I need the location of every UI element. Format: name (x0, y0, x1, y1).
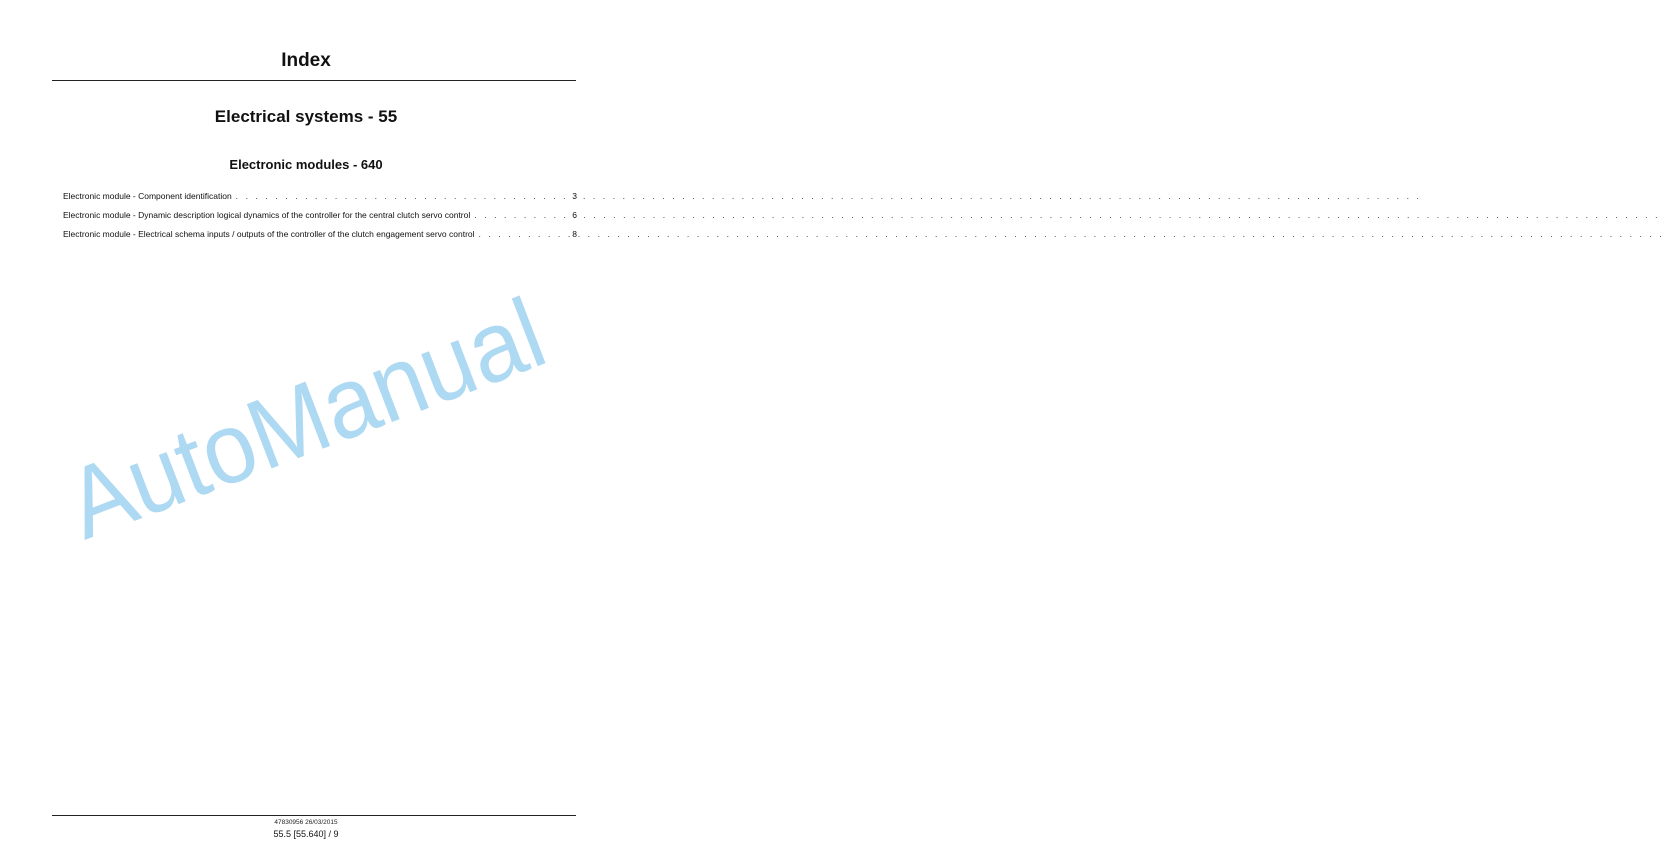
watermark-text: AutoManual (52, 264, 591, 561)
table-of-contents (63, 187, 577, 244)
toc-leader-dots (474, 206, 567, 225)
subsection-title: Electronic modules - 640 (229, 157, 383, 172)
toc-entry-page[interactable]: 6 (572, 210, 577, 220)
toc-entry-title[interactable]: Electronic module - Electrical schema inputs / outputs of the controller of the clutch engagement servo control (63, 229, 475, 239)
footer-divider (52, 815, 576, 816)
toc-entry[interactable] (63, 206, 577, 225)
footer-document-code: 47830956 26/03/2015 (274, 819, 338, 826)
toc-leader-dots (236, 187, 567, 206)
toc-entry[interactable] (63, 225, 577, 244)
header-divider (52, 80, 576, 81)
watermark (50, 264, 591, 561)
toc-entry-page[interactable]: 3 (572, 191, 577, 201)
toc-entry-title[interactable]: Electronic module - Dynamic description logical dynamics of the controller for the central clutch servo control (63, 210, 471, 220)
page-title: Index (281, 50, 331, 71)
footer-page-reference: 55.5 [55.640] / 9 (273, 829, 339, 839)
toc-leader-dots (479, 225, 567, 244)
toc-entry-page[interactable]: 8 (572, 229, 577, 239)
section-title: Electrical systems - 55 (214, 107, 398, 126)
toc-entry[interactable] (63, 187, 577, 206)
toc-entry-title[interactable]: Electronic module - Component identification (63, 191, 232, 201)
